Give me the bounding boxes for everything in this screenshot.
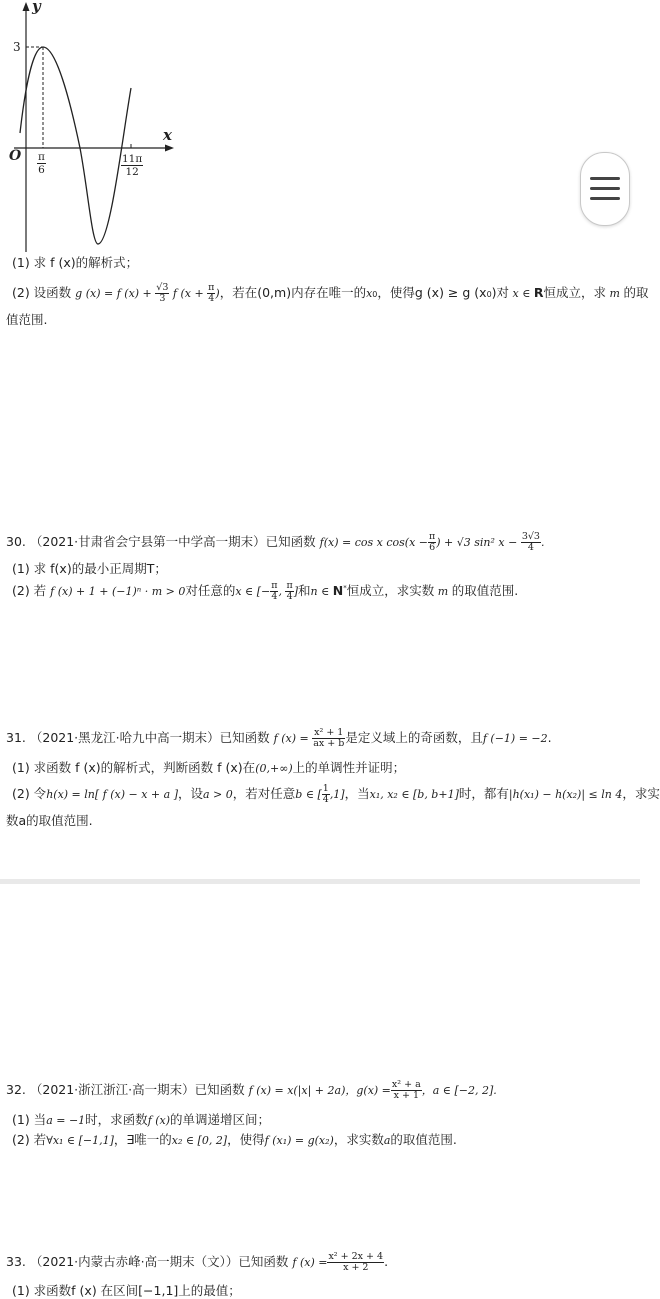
- q31-part2: (2) 令h(x) = ln[ f (x) − x + a ]，设a > 0，若对任意b ∈ [ $\frac{1}{4}$ ,1]，当x₁, x₂ ∈ [b, b+1]时，都有|h(x₁) − h(x₂)| ≤ ln 4，求实: [12, 783, 660, 805]
- y-tick-label: 3: [13, 40, 21, 54]
- q31-part2-when: ，当: [344, 786, 370, 801]
- q32-part2-i: 的取值范围.: [390, 1132, 457, 1147]
- q32-part2-f: f (x₁) = g(x₂): [264, 1134, 334, 1147]
- x-axis-arrow: [165, 145, 174, 152]
- q30-number: 30.: [6, 534, 26, 549]
- q30-frac-3sqrt3-4: $\frac{3√3}{4}$: [521, 531, 540, 553]
- x-tick2-denominator: 12: [125, 166, 139, 178]
- q32-part2-g: ，求实数: [333, 1132, 384, 1147]
- q31-number: 31.: [6, 730, 26, 745]
- q29-g-def: g (x) = f (x) +: [75, 287, 156, 300]
- x-axis-label: x: [163, 126, 172, 144]
- q32-part1: [12, 1110, 270, 1128]
- q32-f-def: f (x) = x(|x| + 2a): [248, 1084, 346, 1097]
- q30-source: （2021·甘肃省会宁县第一中学高一期末）已知函数: [29, 534, 316, 549]
- q32-g-label: ，g(x) =: [345, 1084, 391, 1097]
- q31-part1-c: 上的单调性并证明；: [292, 760, 406, 775]
- q32-part1-a: (1) 当: [12, 1112, 47, 1127]
- q33-frac-den: x + 2: [343, 1262, 369, 1273]
- q33-frac: [327, 1252, 384, 1273]
- x-tick-label-pi-6: [37, 151, 46, 176]
- q32-part1-c: 时，求函数: [85, 1112, 148, 1127]
- menu-bar-1: [590, 177, 620, 180]
- q31-part2-set: ，设: [177, 786, 203, 801]
- floating-menu-button[interactable]: [580, 152, 630, 226]
- q32-part1-e: 的单调递增区间；: [170, 1112, 271, 1127]
- q29-frac-sqrt3-3: $\frac{√3}{3}$: [156, 282, 169, 304]
- x-tick1-denominator: 6: [38, 164, 45, 176]
- x-tick1-numerator: π: [38, 151, 45, 163]
- q30-frac-pi-6: $\frac{\pi}{6}$: [429, 531, 436, 553]
- q30-header: 30. （2021·甘肃省会宁县第一中学高一期末）已知函数 f(x) = cos x cos(x − $\frac{\pi}{6}$ ) + √3 sin² x − $\frac{3√3}{4}$ .: [6, 531, 545, 553]
- q31-a-pos: a > 0: [203, 788, 233, 801]
- q31-part2-line2: 数a的取值范围.: [6, 813, 93, 828]
- x-tick2-numerator: 11π: [122, 153, 143, 165]
- q32-part2-b: ∀x₁ ∈ [−1,1]: [46, 1134, 114, 1147]
- q32-part2: [12, 1130, 457, 1148]
- q31-header: 31. （2021·黑龙江·哈九中高一期末）已知函数 f (x) = $\frac{\text{x² + 1}}{ax + b}$ 是定义域上的奇函数，且f (−1) = −2.: [6, 727, 552, 749]
- q31-cond: f (−1) = −2: [482, 732, 548, 745]
- q32-header: [6, 1080, 497, 1101]
- q30-part1: (1) 求 f(x)的最小正周期T；: [12, 561, 167, 576]
- q30-ineq: f (x) + 1 + (−1)ⁿ · m > 0: [50, 585, 186, 598]
- q31-part2-any: ，若对任意: [232, 786, 296, 801]
- q30-part2-label: (2) 若: [12, 583, 47, 598]
- q31-h-def: h(x) = ln[ f (x) − x + a ]: [46, 788, 178, 801]
- q33-number: 33.: [6, 1254, 26, 1269]
- q29-frac-pi-4: $\frac{\pi}{4}$: [208, 282, 215, 304]
- q32-part2-c: ，∃唯一的: [113, 1132, 172, 1147]
- sine-curve: [20, 47, 131, 244]
- q32-part2-a: (2) 若: [12, 1132, 47, 1147]
- q29-part2-condition: ，若在(0,m)内存在唯一的: [219, 285, 367, 300]
- section-divider: [0, 879, 640, 884]
- q30-frac-pi-4-a: $\frac{\pi}{4}$: [271, 580, 278, 602]
- y-axis-arrow: [23, 2, 30, 11]
- q30-part2: (2) 若 f (x) + 1 + (−1)ⁿ · m > 0对任意的x ∈ [− $\frac{\pi}{4}$ , $\frac{\pi}{4}$ ]和n ∈ N*恒成立，求实数 m 的取值范围.: [12, 580, 519, 602]
- q33-part1: (1) 求函数f (x) 在区间[−1,1]上的最值；: [12, 1283, 241, 1298]
- q31-part2-label: (2) 令: [12, 786, 47, 801]
- q31-source: （2021·黑龙江·哈九中高一期末）已知函数: [29, 730, 270, 745]
- q29-part2-label: (2) 设函数: [12, 285, 72, 300]
- q30-forall: 对任意的: [185, 583, 236, 598]
- q32-part2-h: a: [383, 1134, 391, 1147]
- menu-bar-3: [590, 197, 620, 200]
- q30-holds: 恒成立，求实数: [346, 583, 435, 598]
- q29-part2-dui: )对: [491, 285, 510, 300]
- q32-part2-d: x₂ ∈ [0, 2]: [171, 1134, 228, 1147]
- q31-frac: $\frac{\text{x² + 1}}{ax + b}$: [313, 727, 345, 749]
- q33-f-label: f (x) =: [292, 1256, 328, 1269]
- q31-part1-interval: (0,+∞): [255, 762, 293, 775]
- q29-part2-line2: 值范围.: [6, 312, 48, 327]
- q30-range: 的取值范围.: [451, 583, 519, 598]
- q31-part1: [12, 758, 405, 776]
- q31-odd: 是定义域上的奇函数，且: [345, 730, 483, 745]
- q30-formula: f(x) = cos x cos(x −: [319, 536, 428, 549]
- q31-part2-find: ，求实: [622, 786, 660, 801]
- menu-bar-2: [590, 187, 620, 190]
- y-axis-label: y: [32, 0, 41, 15]
- q32-part1-d: f (x): [147, 1114, 171, 1127]
- q31-part2-always: 时，都有: [458, 786, 509, 801]
- q29-part2-holds: 恒成立，求: [543, 285, 607, 300]
- q29-part2: (2) 设函数 g (x) = f (x) + $\frac{√3}{3}$ f (x + $\frac{\pi}{4}$ )，若在(0,m)内存在唯一的x0，使得g (x) ≥ g (x0)对 x ∈ R恒成立，求 m 的取: [12, 282, 649, 304]
- q33-frac-num: x² + 2x + 4: [328, 1251, 384, 1262]
- q33-header: 33. （2021·内蒙古赤峰·高一期末（文））已知函数 f (x) = $\frac{\text{x² + 2x + 4}}{x + 2}$ .: [6, 1251, 389, 1273]
- q32-g-frac: $\frac{\text{x² + a}}{x + 1}$: [391, 1079, 421, 1101]
- q32-source: （2021·浙江浙江·高一期末）已知函数: [29, 1082, 245, 1097]
- q31-part1-a: (1) 求函数 f (x)的解析式，判断函数 f (x)在: [12, 760, 256, 775]
- q32-part1-b: a = −1: [46, 1114, 86, 1127]
- q29-part2-ineq: ，使得g (x) ≥ g (x: [377, 285, 487, 300]
- q29-f-shift: f (x +: [169, 287, 208, 300]
- q30-frac-pi-4-b: $\frac{\pi}{4}$: [286, 580, 293, 602]
- q32-number: 32.: [6, 1082, 26, 1097]
- q31-frac-1-4: $\frac{1}{4}$: [322, 783, 329, 805]
- q33-source: （2021·内蒙古赤峰·高一期末（文））已知函数: [29, 1254, 289, 1269]
- q29-part1: (1) 求 f (x)的解析式；: [12, 255, 139, 270]
- q29-part2-range: 的取: [623, 285, 649, 300]
- q30-and: 和: [298, 583, 311, 598]
- origin-label: O: [9, 148, 22, 164]
- sine-graph: [0, 0, 185, 255]
- x-tick-label-11pi-12: [121, 153, 143, 178]
- q32-a-range: ，a ∈ [−2, 2].: [421, 1084, 497, 1097]
- q32-part2-e: ，使得: [227, 1132, 265, 1147]
